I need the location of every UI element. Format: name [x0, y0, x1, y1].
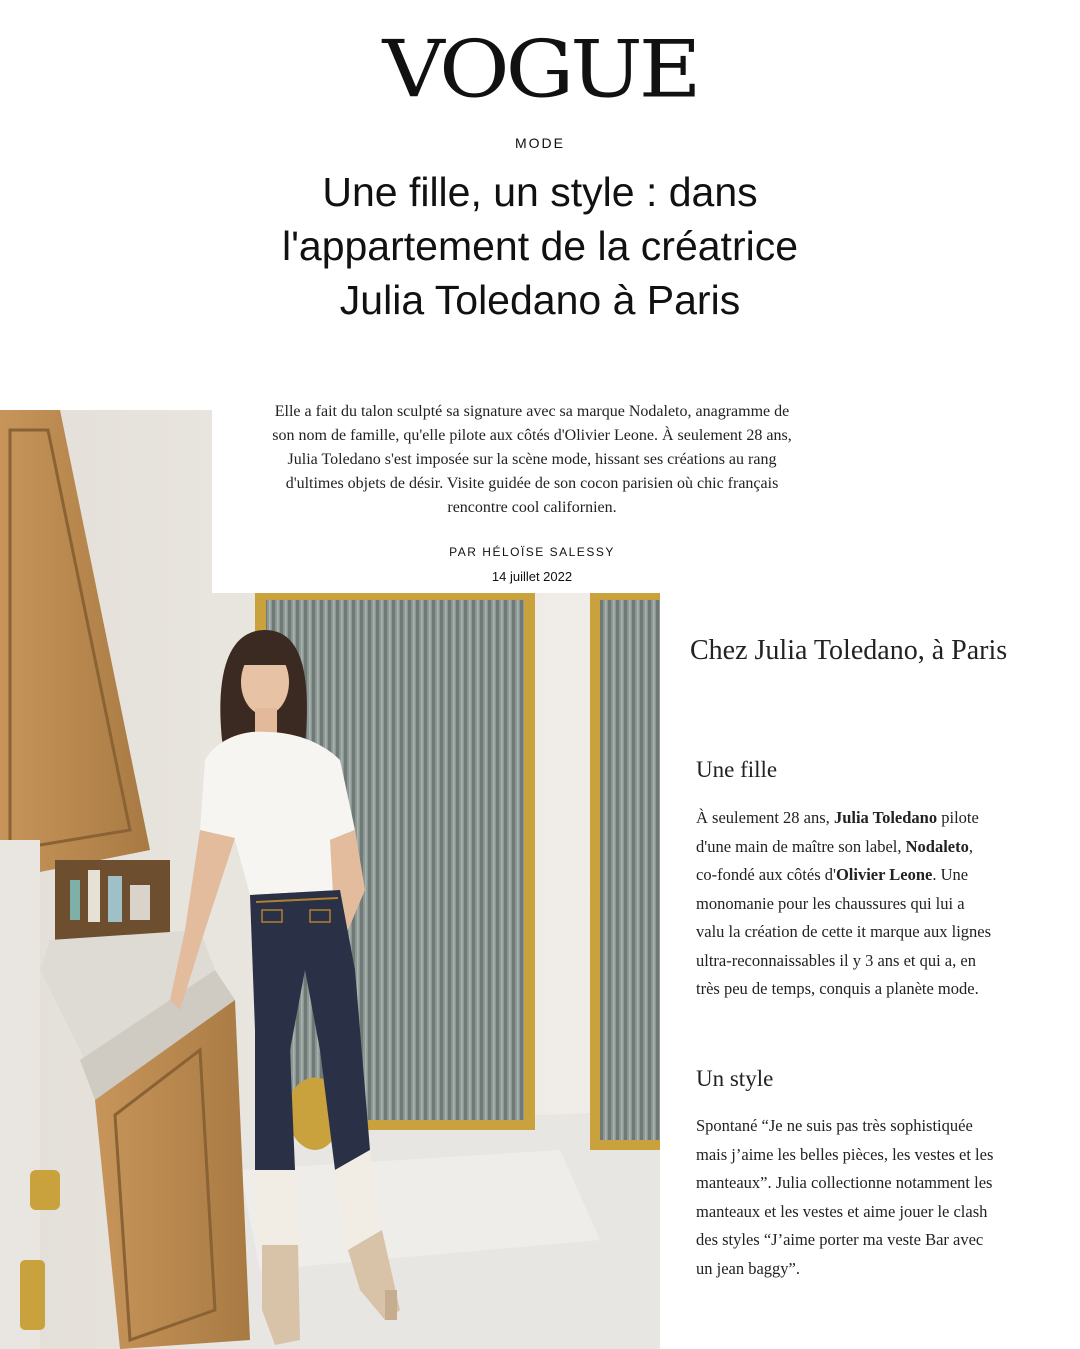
section-heading-une-fille: Une fille — [696, 757, 778, 782]
sidebar-title: Chez Julia Toledano, à Paris — [690, 635, 1008, 666]
bold-name-julia: Julia Toledano — [833, 808, 938, 827]
text-run: pilote d'une main de maître son label, — [696, 808, 979, 856]
text-run: . Une monomanie pour les chaussures qui lui a valu la création de cette it marque aux lignes ultra-reconnaissables il y 3 ans et qui a, en très peu de temps, conquis a planète mode. — [696, 865, 992, 998]
article-dek: Elle a fait du talon sculpté sa signature avec sa marque Nodaleto, anagramme de son nom de famille, qu'elle pilote aux côtés d'Olivier Leone. À seulement 28 ans, Julia Toledano s'est imposée sur la scène mode, hissant ses créations au rang d'ultimes objets de désir. Visite guidée de son cocon parisien où chic français rencontre cool californien. — [272, 403, 792, 516]
section-body-une-fille — [696, 804, 996, 1004]
author-byline[interactable]: PAR HÉLOÏSE SALESSY — [449, 545, 615, 559]
bold-name-olivier: Olivier Leone — [835, 865, 933, 884]
publish-date: 14 juillet 2022 — [491, 569, 573, 584]
vogue-logo[interactable]: VOGUE — [382, 24, 698, 116]
bold-name-nodaleto: Nodaleto — [905, 836, 969, 856]
section-heading-un-style: Un style — [696, 1066, 774, 1091]
article-title: Une fille, un style : dans l'appartement de la créatrice Julia Toledano à Paris — [281, 169, 799, 323]
section-body-un-style: Spontané “Je ne suis pas très sophistiquée mais j’aime les belles pièces, les vestes et les manteaux”. Julia collectionne notamment les manteaux et les vestes et aime jouer le clash des styles “J’aime porter ma veste Bar avec un jean baggy”. — [696, 1116, 994, 1278]
category-label[interactable]: MODE — [515, 135, 565, 151]
text-run: , co-fondé aux côtés d' — [696, 836, 973, 884]
text-run: À seulement 28 ans, — [696, 808, 834, 827]
